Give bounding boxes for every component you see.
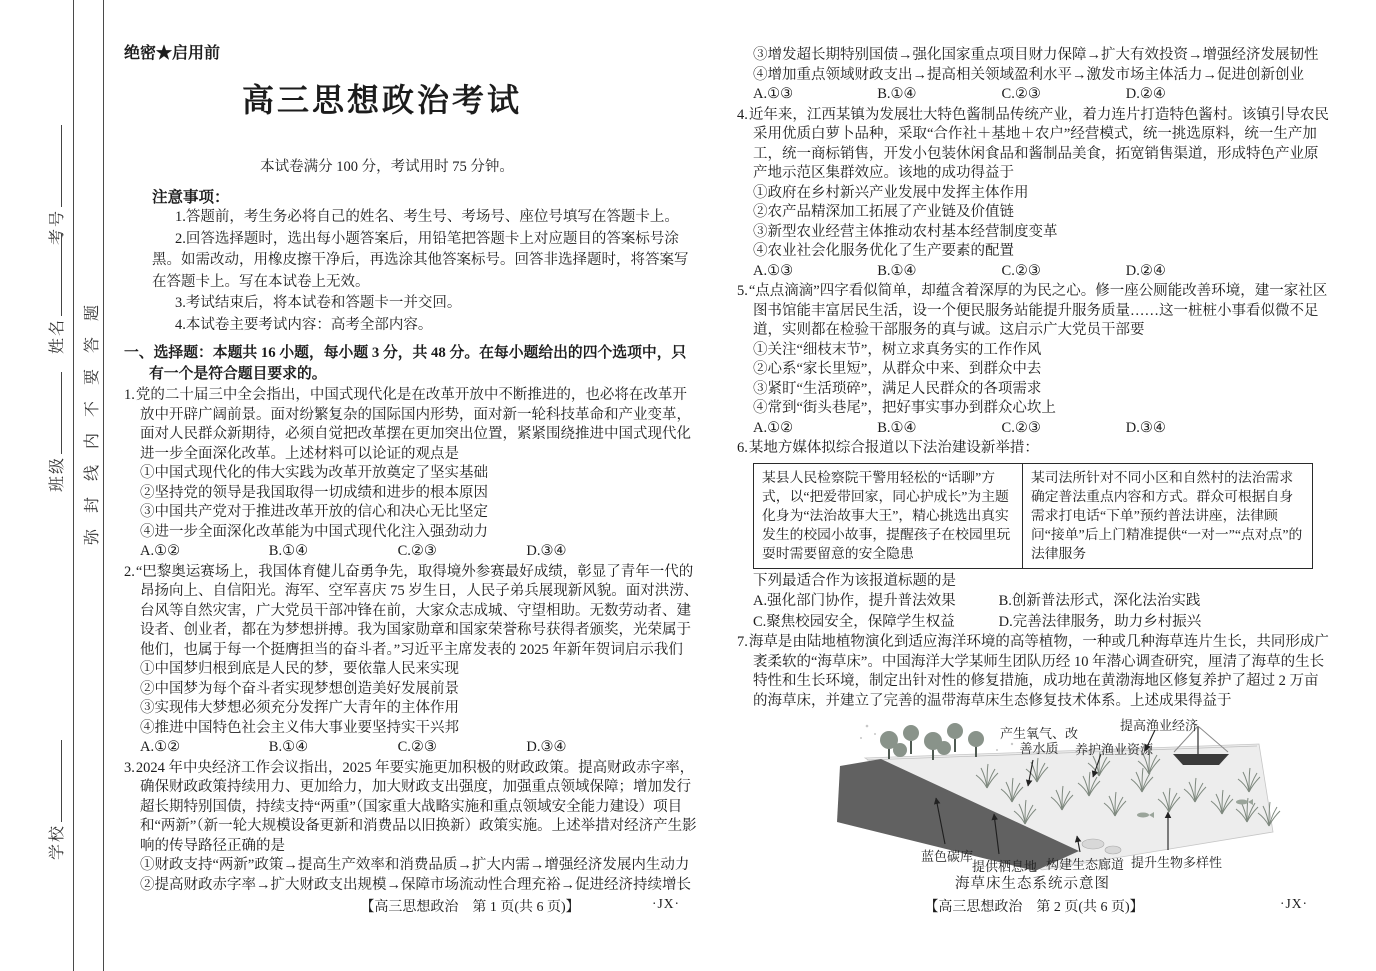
question-3	[124, 759, 700, 896]
option-a: A.①②	[140, 543, 181, 559]
question-items	[737, 46, 1331, 85]
question-items	[124, 660, 700, 738]
diagram-label-corridor: 构建生态廊道	[1046, 857, 1125, 872]
question-item: ③增发超长期特别国债→强化国家重点项目财力保障→扩大有效投资→增强经济发展韧性	[753, 47, 1319, 63]
option-d: D.③④	[526, 543, 567, 559]
question-item: ③中国共产党对于推进改革开放的信心和决心无比坚定	[140, 504, 488, 520]
note-1: 1.答题前，考生务必将自己的姓名、考生号、考场号、座位号填写在答题卡上。	[175, 209, 679, 225]
question-body: 海草是由陆地植物演化到适应海洋环境的高等植物，一种或几种海草连片生长，共同形成广袤柔软的“海草床”。中国海洋大学某师生团队历经 10 年潜心调查研究，厘清了海草的生长特性和生长环境，制定出针对性的修复措施，成功地在黄渤海地区修复养护了超过 2 万亩的海草床，并建立了完善的温带海草床生态修复技术体系。上述成果得益于	[748, 634, 1329, 709]
option-a: A.①②	[140, 739, 181, 755]
question-options	[737, 419, 1331, 439]
question-body: “点点滴滴”四字看似简单，却蕴含着深厚的为民之心。修一座公厕能改善环境，建一家社区图书馆能丰富居民生活，设一个便民服务站能提升服务质量……这一桩桩小事看似微不足道，实则都在检验干部服务的真与诚。这启示广大党员干部要	[748, 283, 1328, 338]
question-number: 3.	[124, 759, 135, 776]
field-label: 姓名	[49, 317, 66, 354]
question-items	[737, 184, 1331, 262]
option-d: D.②④	[1125, 262, 1166, 279]
exam-subtitle: 本试卷满分 100 分，考试用时 75 分钟。	[260, 159, 514, 175]
question-7	[737, 633, 1331, 890]
option-b: B.①④	[877, 262, 917, 279]
field-label: 学校	[49, 823, 66, 860]
question-number: 6.	[737, 440, 748, 456]
question-item: ①中国梦归根到底是人民的梦，要依靠人民来实现	[140, 661, 459, 677]
note-4: 4.本试卷主要考试内容：高考全部内容。	[175, 316, 433, 333]
question-item: ②提高财政赤字率→扩大财政支出规模→保障市场流动性合理充裕→促进经济持续增长	[140, 876, 691, 893]
question-options	[124, 542, 700, 562]
question-text	[124, 386, 700, 464]
question-1	[124, 386, 700, 562]
question-text	[737, 106, 1331, 184]
option-b: B.①④	[268, 543, 309, 559]
question-item: ④农业社会化服务优化了生产要素的配置	[753, 243, 1014, 259]
page2-printer-mark: ·JX·	[1280, 896, 1308, 911]
question-4	[737, 106, 1331, 282]
option-a: A.强化部门协作，提升普法效果	[753, 593, 956, 609]
question-item: ④常到“街头巷尾”，把好事实事办到群众心坎上	[753, 400, 1056, 416]
field-label: 考号	[49, 208, 66, 245]
field-label: 班级	[49, 455, 66, 492]
question-item: ②心系“家长里短”，从群众中来、到群众中去	[753, 361, 1042, 377]
option-b: B.①④	[877, 419, 917, 436]
option-d: D.完善法律服务，助力乡村振兴	[998, 613, 1202, 630]
question-item: ①关注“细枝末节”，树立求真务实的工作作风	[753, 341, 1042, 358]
question-body: 2024 年中央经济工作会议指出，2025 年要实施更加积极的财政政策。提高财政赤字率，确保财政政策持续用力、更加给力，加大财政支出强度，加强重点领域保障；增加发行超长期特别国债，持续支持“两重”（国家重大战略实施和重点领域安全能力建设）项目和“两新”（新一轮大规模设备更新和消费品以旧换新）政策实施。上述举措对经济产生影响的传导路径正确的是	[135, 759, 697, 854]
option-d: D.②④	[1125, 86, 1166, 102]
option-b: B.①④	[877, 86, 917, 102]
question-items	[124, 464, 700, 542]
option-c: C.②③	[1001, 86, 1041, 102]
field-school	[44, 740, 67, 860]
question-item: ②坚持党的领导是我国取得一切成绩和进步的根本原因	[140, 484, 488, 501]
exam-title: 高三思想政治考试	[241, 82, 522, 118]
page2-column	[737, 46, 1331, 890]
field-exam-number	[44, 125, 67, 245]
diagram-label-biodiversity: 提升生物多样性	[1131, 855, 1223, 870]
option-c: C.②③	[1001, 262, 1041, 279]
seal-warning-text: 弥封线内不要答题	[84, 288, 101, 545]
question-item: ①政府在乡村新兴产业发展中发挥主体作用	[753, 184, 1029, 201]
diagram-caption: 海草床生态系统示意图	[955, 876, 1110, 892]
question-item: ④进一步全面深化改革能为中国式现代化注入强劲动力	[140, 523, 488, 540]
security-label: 绝密★启用前	[124, 45, 221, 62]
question-item: ①中国式现代化的伟大实践为改革开放奠定了坚实基础	[140, 465, 488, 481]
option-d: D.③④	[526, 739, 567, 755]
law-measures-table	[753, 463, 1313, 569]
table-cell-right: 某司法所针对不同小区和自然村的法治需求确定普法重点内容和方式。群众可根据自身需求打电话“下单”预约普法讲座，法律顾问“接单”后上门精准提供“一对一”“点对点”的法律服务	[1031, 469, 1303, 561]
option-c: C.②③	[397, 543, 437, 559]
question-options	[737, 591, 1331, 632]
diagram-label-fishery-resources: 养护渔业资源	[1075, 742, 1154, 757]
note-3: 3.考试结束后，将本试卷和答题卡一并交回。	[175, 295, 462, 311]
question-number: 7.	[737, 634, 748, 650]
field-blank-line	[47, 234, 62, 316]
option-c: C.聚焦校园安全，保障学生权益	[753, 613, 955, 630]
option-a: A.①②	[753, 419, 794, 436]
option-c: C.②③	[1001, 419, 1041, 436]
question-item: ③实现伟大梦想必须充分发挥广大青年的主体作用	[140, 700, 459, 716]
diagram-label-oxygen: 产生氧气、改善水质	[1000, 726, 1079, 756]
question-options	[737, 85, 1331, 105]
page1-footer: 【高三思想政治 第 1 页(共 6 页)】	[360, 900, 580, 915]
question-body: “巴黎奥运赛场上，我国体育健儿奋勇争先，取得境外参赛最好成绩，彰显了青年一代的昂扬向上、自信阳光。海军、空军喜庆 75 岁生日，人民子弟兵展现新风貌。面对洪涝、台风等自然灾害，广大党员干部冲锋在前，大家众志成城、守望相助。无数劳动者、建设者、创业者，都在为梦想拼搏。我为国家勋章和国家荣誉称号获得者颁奖，光荣属于他们，也属于每一个挺膺担当的奋斗者。”习近平主席发表的 2025 年新年贺词启示我们	[135, 563, 699, 658]
option-a: A.①③	[753, 262, 794, 279]
question-options	[124, 738, 700, 758]
question-number: 1.	[124, 387, 135, 403]
question-item: ②中国梦为每个奋斗者实现梦想创造美好发展前景	[140, 680, 459, 697]
question-item: ④推进中国特色社会主义伟大事业要坚持实干兴邦	[140, 719, 459, 736]
page1-column	[124, 40, 700, 895]
question-item: ①财政支持“两新”政策→提高生产效率和消费品质→扩大内需→增强经济发展内生动力	[140, 857, 690, 873]
page2-footer: 【高三思想政治 第 2 页(共 6 页)】	[924, 900, 1144, 915]
diagram-label-fishery-economy: 提高渔业经济	[1120, 718, 1199, 733]
question-item: ③紧盯“生活琐碎”，满足人民群众的各项需求	[753, 380, 1042, 397]
question-number: 4.	[737, 106, 748, 123]
question-item: ②农产品精深加工拓展了产业链及价值链	[753, 204, 1014, 220]
section-header: 一、选择题：本题共 16 小题，每小题 3 分，共 48 分。在每小题给出的四个选项中，只有一个是符合题目要求的。	[124, 345, 687, 382]
question-text	[737, 633, 1331, 711]
question-2	[124, 563, 700, 758]
question-followup	[737, 572, 1331, 592]
options-row	[737, 591, 1331, 612]
option-b: B.创新普法形式，深化法治实践	[998, 593, 1201, 609]
page1-printer-mark: ·JX·	[652, 896, 680, 911]
option-b: B.①④	[268, 739, 309, 755]
option-a: A.①③	[753, 86, 794, 102]
question-5	[737, 282, 1331, 438]
note-2: 2.回答选择题时，选出每小题答案后，用铅笔把答题卡上对应题目的答案标号涂黑。如需改动，用橡皮擦干净后，再选涂其他答案标号。回答非选择题时，将答案写在答题卡上。写在本试卷上无效。	[152, 230, 689, 290]
field-blank-line	[47, 372, 62, 454]
option-d: D.③④	[1125, 419, 1166, 436]
question-items	[124, 856, 700, 895]
seal-line-inner	[103, 0, 104, 971]
diagram-label-habitat: 提供栖息地	[972, 859, 1038, 874]
question-item: ④增加重点领域财政支出→提高相关领域盈利水平→激发市场主体活力→促进创新创业	[753, 66, 1304, 83]
question-options	[737, 262, 1331, 282]
question-text	[737, 282, 1331, 341]
diagram-label-carbon-sink: 蓝色碳库	[921, 849, 974, 864]
question-body: 党的二十届三中全会指出，中国式现代化是在改革开放中不断推进的，也必将在改革开放中开辟广阔前景。面对纷繁复杂的国际国内形势，面对新一轮科技革命和产业变革，面对人民群众新期待，必须自觉把改革摆在更加突出位置，紧紧围绕推进中国式现代化进一步全面深化改革。上述材料可以论证的观点是	[135, 387, 691, 462]
question-number: 5.	[737, 283, 748, 299]
question-text	[124, 563, 700, 661]
field-blank-line	[47, 125, 62, 207]
question-3-continued	[737, 46, 1331, 105]
option-c: C.②③	[397, 739, 437, 755]
question-6	[737, 439, 1331, 632]
field-class	[44, 372, 67, 492]
followup-text: 下列最适合作为该报道标题的是	[753, 572, 956, 589]
question-number: 2.	[124, 563, 135, 580]
question-text	[737, 439, 1331, 459]
notes-header: 注意事项：	[152, 189, 230, 206]
question-body: 某地方媒体拟综合报道以下法治建设新举措：	[748, 440, 1039, 456]
question-text	[124, 759, 700, 857]
question-body: 近年来，江西某镇为发展壮大特色酱制品传统产业，着力连片打造特色酱村。该镇引导农民采用优质白萝卜品种，采取“合作社＋基地＋农户”经营模式，统一挑选原料，统一生产加工，统一商标销售，开发小包装休闲食品和酱制品美食，拓宽销售渠道，形成特色产业原产地示范区集群效应。该地的成功得益于	[748, 106, 1329, 181]
question-items	[737, 341, 1331, 419]
seal-line-outer	[73, 0, 74, 971]
question-item: ③新型农业经营主体推动农村基本经营制度变革	[753, 223, 1058, 240]
options-row	[737, 612, 1331, 633]
table-cell-left: 某县人民检察院干警用轻松的“话聊”方式，以“把爱带回家，同心护成长”为主题化身为“法治故事大王”，精心挑选出真实发生的校园小故事，提醒孩子在校园里玩耍时需要留意的安全隐患	[754, 464, 1023, 568]
seagrass-ecosystem-diagram	[837, 714, 1289, 890]
field-blank-line	[47, 740, 62, 822]
field-name	[44, 234, 67, 354]
